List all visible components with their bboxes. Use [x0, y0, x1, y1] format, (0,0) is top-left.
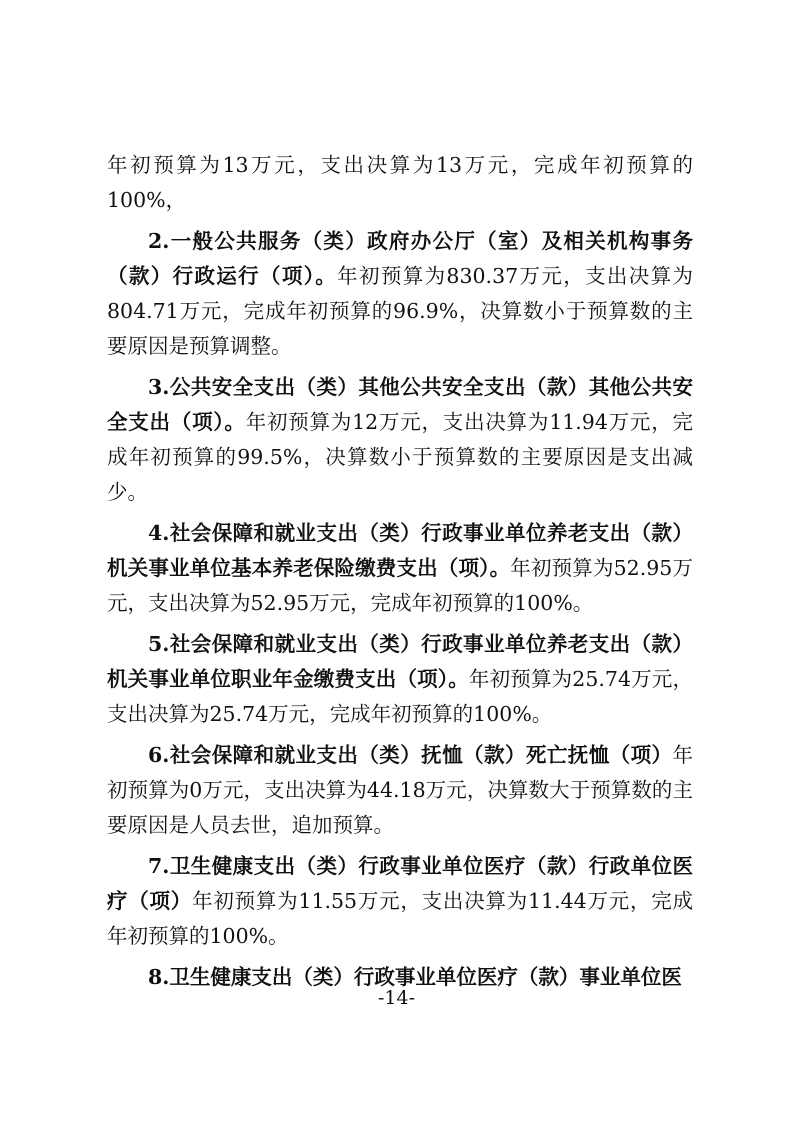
- body-text: [107, 148, 693, 1001]
- paragraph-heading: 7.卫生健康支出（类）行政事业单位医疗（款）行政单位医疗（项）: [107, 854, 693, 913]
- paragraph-item-5: [107, 627, 693, 732]
- paragraph-item-3: [107, 370, 693, 510]
- paragraph-continuation: [107, 148, 693, 218]
- paragraph-heading: 6.社会保障和就业支出（类）抚恤（款）死亡抚恤（项）: [148, 743, 673, 767]
- paragraph-text: 年初预算为12万元，支出决算为11.94万元，完成年初预算的99.5%，决算数小于预算数的主要原因是支出减少。: [107, 410, 693, 504]
- paragraph-text: 年初预算为52.95万元，支出决算为52.95万元，完成年初预算的100%。: [107, 556, 694, 615]
- paragraph-text: 年初预算为11.55万元，支出决算为11.44万元，完成年初预算的100%。: [107, 889, 694, 948]
- paragraph-heading: 4.社会保障和就业支出（类）行政事业单位养老支出（款）机关事业单位基本养老保险缴费支出（项）。: [107, 521, 693, 580]
- paragraph-text: 年初预算为13万元，支出决算为13万元，完成年初预算的100%，: [107, 153, 693, 212]
- paragraph-item-2: [107, 224, 693, 364]
- page-number: -14-: [377, 987, 416, 1009]
- paragraph-item-4: [107, 516, 693, 621]
- paragraph-text: 年初预算为830.37万元，支出决算为804.71万元，完成年初预算的96.9%，决算数小于预算数的主要原因是预算调整。: [107, 264, 693, 358]
- paragraph-item-7: [107, 849, 693, 954]
- paragraph-text: 年初预算为0万元，支出决算为44.18万元，决算数大于预算数的主要原因是人员去世，追加预算。: [107, 743, 693, 837]
- paragraph-heading: 2.一般公共服务（类）政府办公厅（室）及相关机构事务（款）行政运行（项）。: [107, 229, 693, 288]
- paragraph-heading: 5.社会保障和就业支出（类）行政事业单位养老支出（款）机关事业单位职业年金缴费支出（项）。: [107, 632, 693, 691]
- paragraph-text: 年初预算为25.74万元，支出决算为25.74万元，完成年初预算的100%。: [107, 667, 694, 726]
- paragraph-heading: 8.卫生健康支出（类）行政事业单位医疗（款）事业单位医: [148, 965, 682, 989]
- paragraph-item-6: [107, 738, 693, 843]
- paragraph-heading: 3.公共安全支出（类）其他公共安全支出（款）其他公共安全支出（项）。: [107, 375, 693, 434]
